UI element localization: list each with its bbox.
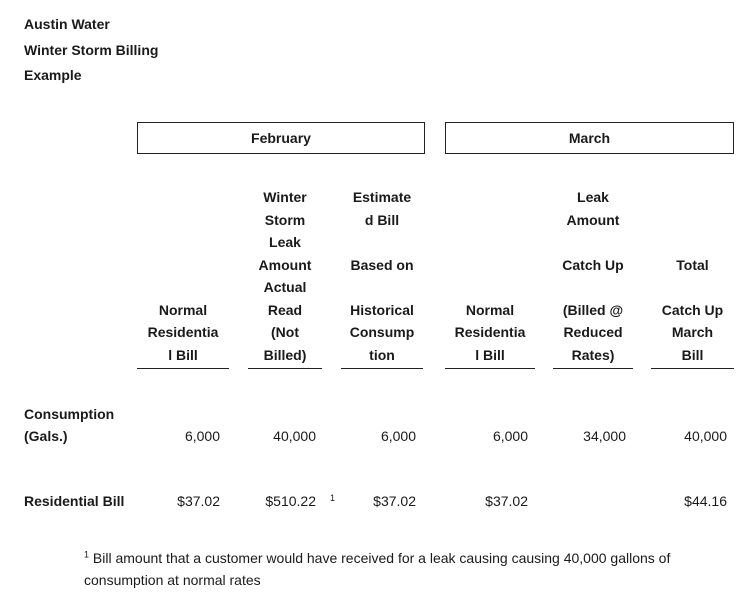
column-header-3-line-7: Consump [349,324,415,340]
table-cell-consumption-3: 6,000 [380,428,416,444]
column-header-1-line-1: Normal [158,301,208,318]
column-header-5-line-5 [553,276,633,299]
table-cell-residential-6: $44.16 [684,493,727,509]
column-header-5-line-3 [553,231,633,254]
column-header-underline [651,368,734,369]
column-header-5-line-7: Reduced [563,324,623,340]
footnote-marker: 1 [84,549,90,560]
group-label-march: March [568,130,611,146]
column-header-3-line-5 [341,276,423,299]
group-label-february: February [251,130,311,146]
column-header-4-line-3: l Bill [475,346,505,363]
row-label-consumption-line1: Consumption [24,406,115,422]
column-header-3-line-2: d Bill [364,211,400,228]
column-header-underline [248,368,322,369]
column-header-2 [248,186,322,366]
column-header-2-line-5: Actual [263,279,307,295]
column-header-underline [137,368,229,369]
table-cell-consumption-5: 34,000 [583,428,626,444]
group-header-march [445,122,734,154]
column-header-5 [553,186,633,366]
column-header-underline [341,368,423,369]
column-header-underline [553,368,633,369]
column-header-underline [445,368,535,369]
column-header-1 [137,299,229,367]
table-cell-residential-2: $510.22 [265,493,316,509]
column-header-3-line-1: Estimate [352,189,412,205]
column-header-5-line-1: Leak [577,189,609,205]
row-label-consumption [24,403,114,447]
table-cell-residential-4: $37.02 [485,493,528,509]
row-label-consumption-line2: (Gals.) [24,428,68,444]
column-header-1-line-3: l Bill [168,346,198,363]
column-header-1-line-2: Residentia [147,324,219,340]
column-header-2-line-4: Amount [258,256,312,273]
column-header-3-line-3 [341,231,423,254]
table-cell-residential-1: $37.02 [177,493,220,509]
column-header-2-line-7: (Not [271,324,299,340]
footnote [84,547,734,591]
column-header-6-line-1: Total [676,256,709,273]
table-cell-consumption-6: 40,000 [684,428,727,444]
row-label-residential: Residential Bill [24,493,125,509]
title-line-3: Example [24,67,82,83]
column-header-2-line-8: Billed) [263,346,307,363]
table-cell-consumption-2: 40,000 [273,428,316,444]
column-header-5-line-8: Rates) [571,346,615,363]
column-header-5-line-6: (Billed @ [562,301,624,318]
footnote-text: Bill amount that a customer would have received for a leak causing causing 40,000 gallons of consumption at normal rates [84,550,671,588]
column-header-4-line-1: Normal [465,301,515,318]
column-header-6-line-2 [651,276,734,299]
column-header-2-line-3: Leak [269,234,301,250]
column-header-6 [651,254,734,367]
column-header-5-line-4: Catch Up [562,256,624,273]
column-header-6-line-3: Catch Up [661,301,724,318]
column-header-4 [445,299,535,367]
column-header-6-line-4: March [671,324,714,340]
column-header-2-line-2: Storm [264,211,306,228]
group-header-february [137,122,425,154]
title-line-2: Winter Storm Billing [24,42,159,58]
column-header-2-line-1: Winter [263,189,307,205]
column-header-3-line-6: Historical [350,301,414,318]
column-header-3-line-4: Based on [350,256,414,273]
table-cell-residential-3: $37.02 [373,493,416,509]
column-header-5-line-2: Amount [566,211,620,228]
column-header-3-line-8: tion [369,346,395,363]
table-cell-consumption-4: 6,000 [492,428,528,444]
footnote-ref-marker: 1 [330,493,336,503]
column-header-4-line-2: Residentia [454,324,526,340]
column-header-3 [341,186,423,366]
title-line-1: Austin Water [24,16,110,32]
column-header-6-line-5: Bill [681,346,704,363]
table-cell-consumption-1: 6,000 [184,428,220,444]
column-header-2-line-6: Read [267,301,303,318]
